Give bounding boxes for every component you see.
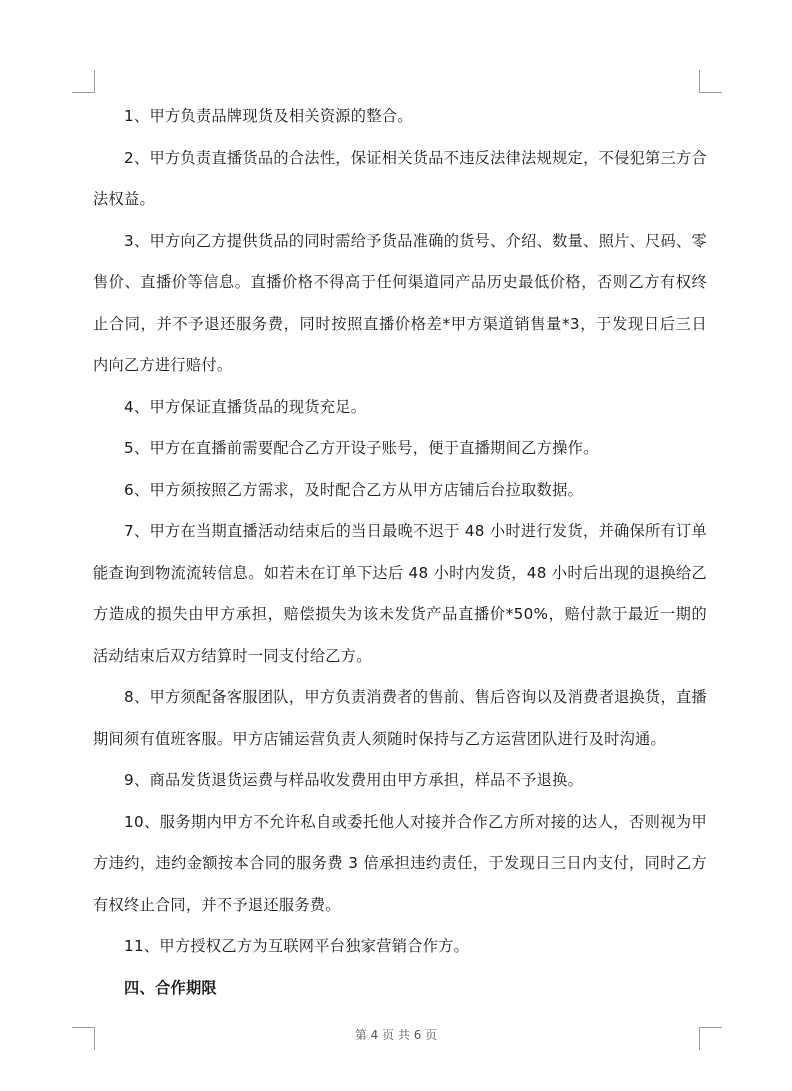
paragraph-6: 6、甲方须按照乙方需求，及时配合乙方从甲方店铺后台拉取数据。	[124, 480, 584, 499]
paragraph-3: 3、甲方向乙方提供货品的同时需给予货品准确的货号、介绍、数量、照片、尺码、零售价、直播价等信息。直播价格不得高于任何渠道同产品历史最低价格，否则乙方有权终止合同，并不予退还服务费，同时按照直播价格差*甲方渠道销售量*3，于发现日后三日内向乙方进行赔付。	[93, 231, 707, 374]
section-heading: 四、合作期限	[124, 978, 217, 997]
paragraph-1: 1、甲方负责品牌现货及相关资源的整合。	[124, 107, 413, 125]
document-body	[93, 96, 707, 1009]
crop-mark-top-right	[699, 70, 722, 93]
paragraph-4: 4、甲方保证直播货品的现货充足。	[124, 397, 367, 416]
page-number-footer: 第 4 页 共 6 页	[354, 1028, 438, 1042]
paragraph-10: 10、服务期内甲方不允许私自或委托他人对接并合作乙方所对接的达人，否则视为甲方违约，违约金额按本合同的服务费 3 倍承担违约责任，于发现日三日内支付，同时乙方有权终止合同，并不予退还服务费。	[93, 812, 707, 914]
paragraph-8: 8、甲方须配备客服团队，甲方负责消费者的售前、售后咨询以及消费者退换货，直播期间须有值班客服。甲方店铺运营负责人须随时保持与乙方运营团队进行及时沟通。	[93, 688, 707, 748]
paragraph-11: 11、甲方授权乙方为互联网平台独家营销合作方。	[124, 937, 470, 955]
paragraph-9: 9、商品发货退货运费与样品收发费用由甲方承担，样品不予退换。	[124, 771, 584, 789]
paragraph-2: 2、甲方负责直播货品的合法性，保证相关货品不违反法律法规规定，不侵犯第三方合法权益。	[93, 148, 707, 208]
paragraph-7: 7、甲方在当期直播活动结束后的当日最晚不迟于 48 小时进行发货，并确保所有订单能查询到物流流转信息。如若未在订单下达后 48 小时内发货，48 小时后出现的退换给乙方造成的损失由甲方承担，赔偿损失为该未发货产品直播价*50%，赔付款于最近一期的活动结束后双方结算时一同支付给乙方。	[93, 522, 707, 665]
crop-mark-top-left	[72, 70, 95, 93]
paragraph-5: 5、甲方在直播前需要配合乙方开设子账号，便于直播期间乙方操作。	[124, 439, 599, 457]
